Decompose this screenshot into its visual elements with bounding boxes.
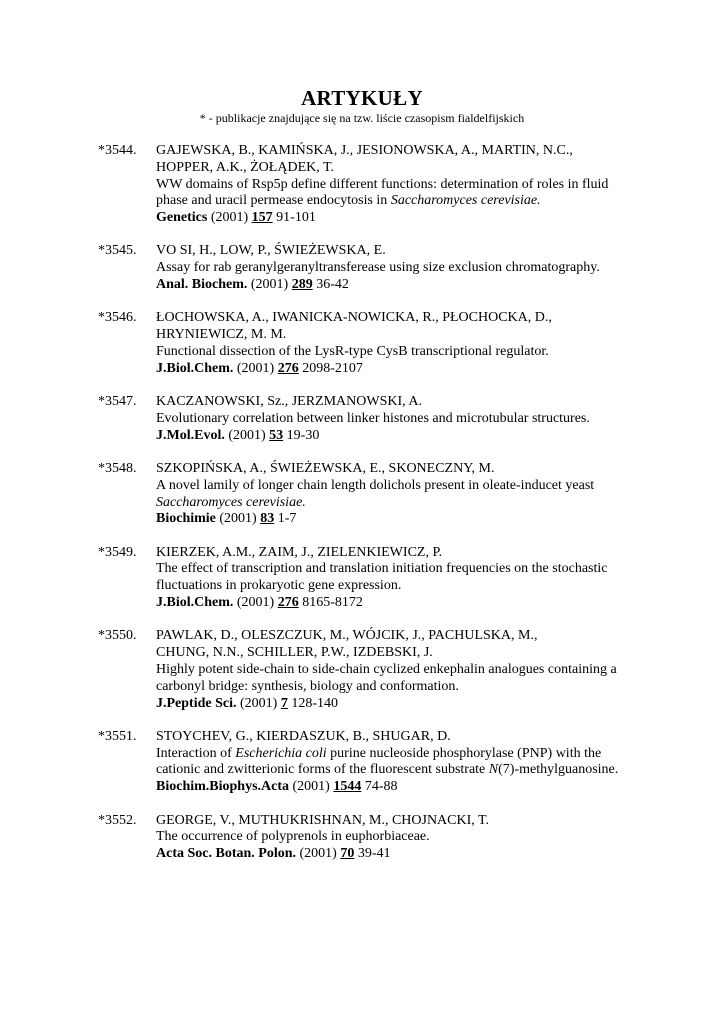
publication-year: (2001) — [228, 427, 266, 443]
entry-authors: ŁOCHOWSKA, A., IWANICKA-NOWICKA, R., PŁOCHOCKA, D., — [156, 310, 552, 326]
volume-number: 276 — [277, 360, 299, 376]
entry-citation — [156, 428, 644, 445]
entry-title — [156, 561, 644, 578]
publication-year: (2001) — [236, 360, 275, 376]
title-segment: (7)-methylguanosine. — [498, 762, 619, 778]
title-segment: The occurrence of polyprenols in euphorbiaceae. — [156, 829, 430, 845]
entry-title — [156, 762, 644, 779]
entry-citation — [156, 846, 644, 863]
entry-title — [156, 495, 644, 512]
publication-year: (2001) — [250, 277, 289, 293]
entry-body — [156, 394, 644, 444]
volume-number: 289 — [291, 277, 313, 293]
page-title: ARTYKUŁY — [301, 86, 423, 110]
entry-title — [156, 344, 644, 361]
volume-number: 70 — [340, 846, 355, 862]
publication-entry — [0, 813, 724, 863]
title-italic-segment: Saccharomyces cerevisiae. — [156, 494, 306, 510]
title-segment: Interaction of — [156, 745, 236, 761]
publication-entry — [0, 461, 724, 528]
entry-citation — [156, 210, 644, 227]
entry-number: *3548. — [98, 460, 137, 476]
title-segment: Functional dissection of the LysR-type CysB transcriptional regulator. — [156, 343, 549, 359]
volume-number: 53 — [269, 427, 284, 443]
entry-title — [156, 193, 644, 210]
entry-citation — [156, 511, 644, 528]
entry-body — [156, 310, 644, 377]
entry-number: *3550. — [98, 628, 137, 644]
publication-entry — [0, 545, 724, 612]
entry-list — [0, 143, 724, 879]
volume-number: 1544 — [333, 779, 362, 795]
volume-number: 83 — [260, 511, 275, 527]
title-segment: A novel lamily of longer chain length dolichols present in oleate-inducet yeast — [156, 477, 595, 493]
volume-number: 276 — [277, 595, 299, 611]
entry-title — [156, 578, 644, 595]
entry-title — [156, 478, 644, 495]
title-italic-segment: Escherichia coli — [235, 745, 327, 761]
publication-year: (2001) — [299, 846, 337, 862]
entry-number: *3545. — [98, 243, 137, 259]
entry-authors: STOYCHEV, G., KIERDASZUK, B., SHUGAR, D. — [156, 728, 451, 744]
page-range: 19-30 — [286, 427, 320, 443]
entry-citation — [156, 277, 644, 294]
entry-title — [156, 746, 644, 763]
entry-number: *3552. — [98, 812, 137, 828]
page-range: 74-88 — [364, 779, 398, 795]
entry-citation — [156, 779, 644, 796]
entry-body — [156, 813, 644, 863]
entry-body — [156, 628, 644, 712]
page-range: 1-7 — [277, 511, 297, 527]
entry-body — [156, 461, 644, 528]
entry-authors: SZKOPIŃSKA, A., ŚWIEŻEWSKA, E., SKONECZNY, M. — [156, 460, 495, 476]
journal-name: Acta Soc. Botan. Polon. — [156, 846, 296, 862]
title-segment: The effect of transcription and translation initiation frequencies on the stochastic — [156, 561, 608, 577]
page-range: 39-41 — [357, 846, 391, 862]
title-segment: WW domains of Rsp5p define different functions: determination of roles in fluid — [156, 176, 609, 192]
entry-body — [156, 729, 644, 796]
journal-name: Anal. Biochem. — [156, 277, 248, 293]
publication-entry — [0, 394, 724, 444]
entry-authors: KACZANOWSKI, Sz., JERZMANOWSKI, A. — [156, 394, 422, 410]
entry-number: *3544. — [98, 143, 137, 158]
entry-authors: GAJEWSKA, B., KAMIŃSKA, J., JESIONOWSKA, A., MARTIN, N.C., — [156, 143, 573, 158]
volume-number: 7 — [280, 695, 288, 711]
journal-name: J.Peptide Sci. — [156, 695, 237, 711]
entry-citation — [156, 361, 644, 378]
publication-entry — [0, 310, 724, 377]
entry-authors: CHUNG, N.N., SCHILLER, P.W., IZDEBSKI, J. — [156, 645, 433, 661]
title-segment: purine nucleoside phosphorylase (PNP) with the — [326, 745, 602, 761]
title-segment: carbonyl bridge: synthesis, biology and conformation. — [156, 678, 459, 694]
entry-authors: GEORGE, V., MUTHUKRISHNAN, M., CHOJNACKI, T. — [156, 812, 490, 828]
entry-authors: PAWLAK, D., OLESZCZUK, M., WÓJCIK, J., PACHULSKA, M., — [156, 628, 538, 644]
journal-name: J.Biol.Chem. — [156, 360, 234, 376]
entry-authors: KIERZEK, A.M., ZAIM, J., ZIELENKIEWICZ, P. — [156, 544, 443, 560]
entry-title — [156, 662, 644, 679]
entry-title — [156, 679, 644, 696]
title-italic-segment: N — [488, 762, 499, 778]
page-range: 128-140 — [291, 695, 338, 711]
page-subtitle: * - publikacje znajdujące się na tzw. liście czasopism fialdelfijskich — [199, 111, 525, 125]
entry-number: *3546. — [98, 310, 137, 326]
entry-authors: HRYNIEWICZ, M. M. — [156, 327, 287, 343]
entry-authors: HOPPER, A.K., ŻOŁĄDEK, T. — [156, 159, 334, 175]
entry-title — [156, 177, 644, 194]
journal-name: Biochim.Biophys.Acta — [156, 779, 290, 795]
publication-entry — [0, 143, 724, 227]
entry-number: *3551. — [98, 728, 137, 744]
publication-year: (2001) — [292, 779, 330, 795]
entry-body — [156, 143, 644, 227]
title-italic-segment: Saccharomyces cerevisiae. — [390, 193, 541, 209]
title-segment: Evolutionary correlation between linker histones and microtubular structures. — [156, 410, 590, 426]
entry-body — [156, 545, 644, 612]
publication-year: (2001) — [236, 595, 275, 611]
page-range: 2098-2107 — [302, 360, 363, 376]
title-segment: cationic and zwitterionic forms of the fluorescent substrate — [156, 762, 489, 778]
publication-year: (2001) — [240, 695, 278, 711]
entry-title — [156, 829, 644, 846]
page-range: 8165-8172 — [302, 595, 363, 611]
title-segment: phase and uracil permease endocytosis in — [156, 193, 391, 209]
entry-citation — [156, 696, 644, 713]
title-segment: fluctuations in prokaryotic gene expression. — [156, 578, 402, 594]
page-range: 36-42 — [316, 277, 349, 293]
publication-entry — [0, 243, 724, 293]
journal-name: J.Biol.Chem. — [156, 595, 234, 611]
entry-title — [156, 260, 644, 277]
publication-year: (2001) — [219, 511, 257, 527]
journal-name: J.Mol.Evol. — [156, 427, 225, 443]
page-range: 91-101 — [276, 210, 316, 226]
title-segment: Highly potent side-chain to side-chain cyclized enkephalin analogues containing a — [156, 661, 617, 677]
entry-authors: VO SI, H., LOW, P., ŚWIEŻEWSKA, E. — [156, 243, 386, 259]
entry-body — [156, 243, 644, 293]
entry-citation — [156, 595, 644, 612]
entry-number: *3547. — [98, 394, 137, 410]
publication-entry — [0, 628, 724, 712]
journal-name: Genetics — [156, 210, 208, 226]
title-segment: Assay for rab geranylgeranyltransferease using size exclusion chromatography. — [156, 260, 600, 276]
journal-name: Biochimie — [156, 511, 216, 527]
entry-title — [156, 411, 644, 428]
entry-number: *3549. — [98, 544, 137, 560]
publication-year: (2001) — [210, 210, 249, 226]
publication-entry — [0, 729, 724, 796]
volume-number: 157 — [251, 210, 273, 226]
